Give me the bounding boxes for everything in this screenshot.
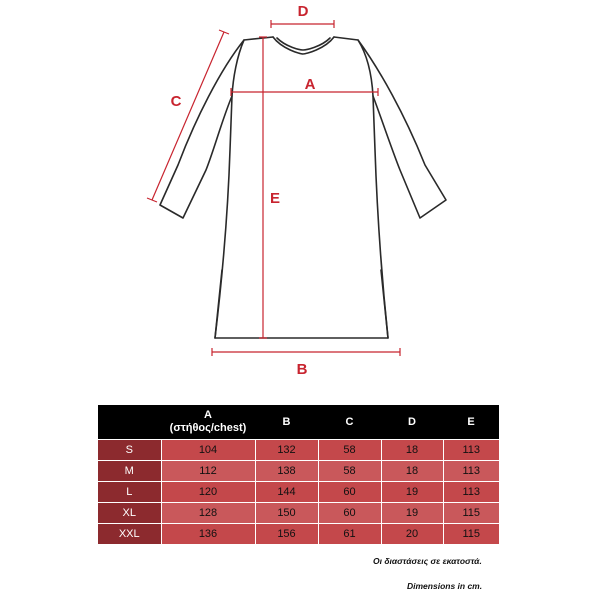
table-body (98, 440, 499, 545)
column-header-label: C (345, 415, 354, 428)
dimensions-note-english: Dimensions in cm. (407, 581, 483, 591)
measurement-cell: 104 (161, 440, 255, 461)
table-row (98, 503, 499, 524)
column-header-label: B (282, 415, 291, 428)
measurement-cell: 144 (255, 482, 318, 503)
table-row (98, 524, 499, 545)
measurement-cell: 58 (318, 440, 381, 461)
measure-line-c (152, 32, 224, 200)
measurement-cell: 138 (255, 461, 318, 482)
measurement-cell: 19 (381, 503, 443, 524)
measurement-cell: 58 (318, 461, 381, 482)
measurement-cell: 115 (443, 524, 499, 545)
measurement-cell: 18 (381, 461, 443, 482)
measurement-cell: 112 (161, 461, 255, 482)
measurement-cell: 115 (443, 503, 499, 524)
measurement-cell: 19 (381, 482, 443, 503)
side-slit-left (215, 270, 222, 338)
label-a: A (304, 76, 316, 93)
measurement-cell: 20 (381, 524, 443, 545)
column-header (381, 405, 443, 440)
side-slit-right (381, 270, 388, 338)
measurement-cell: 60 (318, 503, 381, 524)
size-cell: M (98, 461, 161, 482)
measurement-cell: 113 (443, 461, 499, 482)
table-row (98, 440, 499, 461)
column-header (443, 405, 499, 440)
label-d: D (297, 3, 309, 20)
size-cell: L (98, 482, 161, 503)
size-cell: XL (98, 503, 161, 524)
neckline-inner (277, 38, 330, 50)
measurement-cell: 113 (443, 440, 499, 461)
column-header (318, 405, 381, 440)
table-row (98, 482, 499, 503)
measurement-cell: 132 (255, 440, 318, 461)
size-cell: XXL (98, 524, 161, 545)
neckline (273, 37, 334, 54)
measurement-cell: 136 (161, 524, 255, 545)
measurement-cell: 128 (161, 503, 255, 524)
column-header-label: E (467, 415, 475, 428)
label-c: C (170, 93, 182, 110)
label-b: B (296, 361, 308, 378)
measure-lines (147, 20, 400, 356)
column-header (255, 405, 318, 440)
column-header-label: D (408, 415, 416, 428)
table-header-row (98, 405, 499, 440)
right-sleeve (358, 40, 446, 218)
dimensions-note-greek: Οι διαστάσεις σε εκατοστά. (373, 556, 482, 566)
measurement-cell: 120 (161, 482, 255, 503)
label-e: E (269, 190, 281, 207)
measurement-cell: 150 (255, 503, 318, 524)
column-header (98, 405, 161, 440)
measurement-cell: 61 (318, 524, 381, 545)
table-row (98, 461, 499, 482)
column-header (161, 405, 255, 440)
measurement-cell: 156 (255, 524, 318, 545)
dress-body (215, 37, 388, 338)
measurement-cell: 18 (381, 440, 443, 461)
size-table (98, 405, 499, 544)
measurement-cell: 60 (318, 482, 381, 503)
measurement-cell: 113 (443, 482, 499, 503)
column-header-label: A (204, 409, 212, 421)
size-cell: S (98, 440, 161, 461)
column-header-sublabel: (στήθος/chest) (169, 422, 247, 434)
